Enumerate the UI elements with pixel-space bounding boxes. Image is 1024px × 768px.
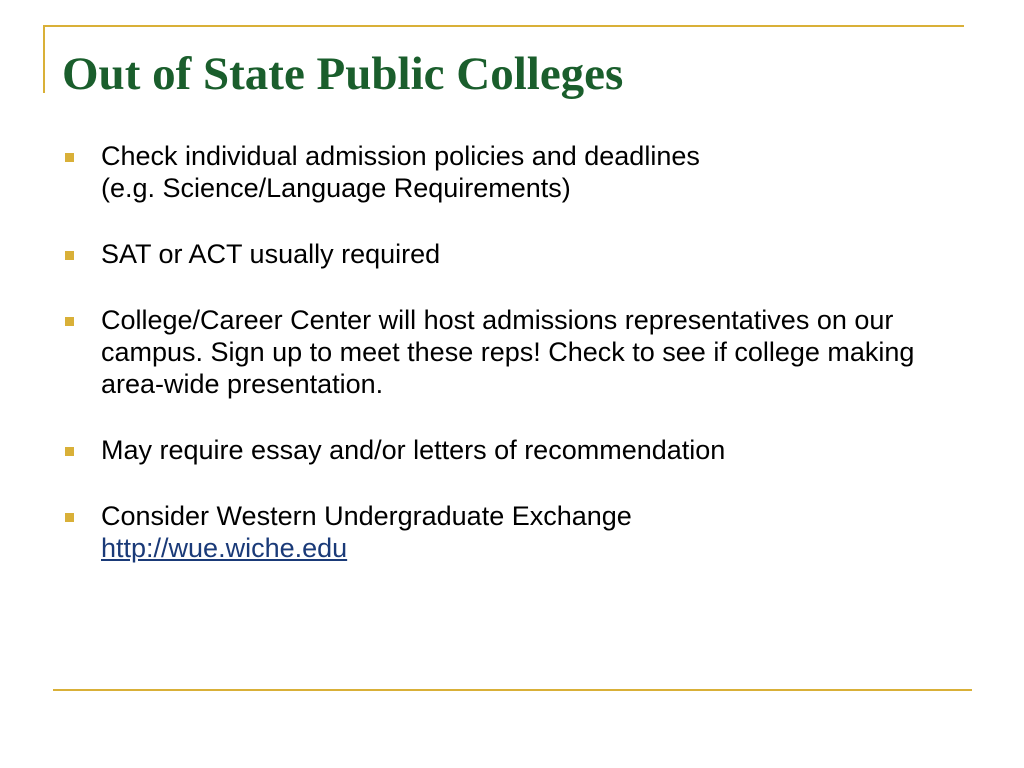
square-bullet-icon	[65, 153, 74, 162]
square-bullet-icon	[65, 513, 74, 522]
bullet-list	[65, 140, 945, 598]
bottom-rule	[53, 689, 972, 691]
bullet-item	[65, 434, 945, 466]
bullet-text: College/Career Center will host admissions representatives on our campus. Sign up to meet these reps! Check to see if college making area-wide presentation.	[101, 305, 915, 399]
left-rule	[43, 25, 45, 93]
bullet-item	[65, 500, 945, 564]
square-bullet-icon	[65, 317, 74, 326]
bullet-text-line: Check individual admission policies and deadlines	[101, 141, 700, 171]
bullet-text: May require essay and/or letters of recommendation	[101, 435, 726, 465]
top-rule	[43, 25, 964, 27]
square-bullet-icon	[65, 251, 74, 260]
bullet-text-line: (e.g. Science/Language Requirements)	[101, 173, 571, 203]
wue-link[interactable]: http://wue.wiche.edu	[101, 533, 348, 563]
bullet-item	[65, 238, 945, 270]
square-bullet-icon	[65, 447, 74, 456]
bullet-text: Consider Western Undergraduate Exchange	[101, 501, 632, 531]
bullet-text: SAT or ACT usually required	[101, 239, 441, 269]
slide-title: Out of State Public Colleges	[62, 48, 624, 100]
bullet-item	[65, 304, 945, 400]
bullet-item	[65, 140, 945, 204]
